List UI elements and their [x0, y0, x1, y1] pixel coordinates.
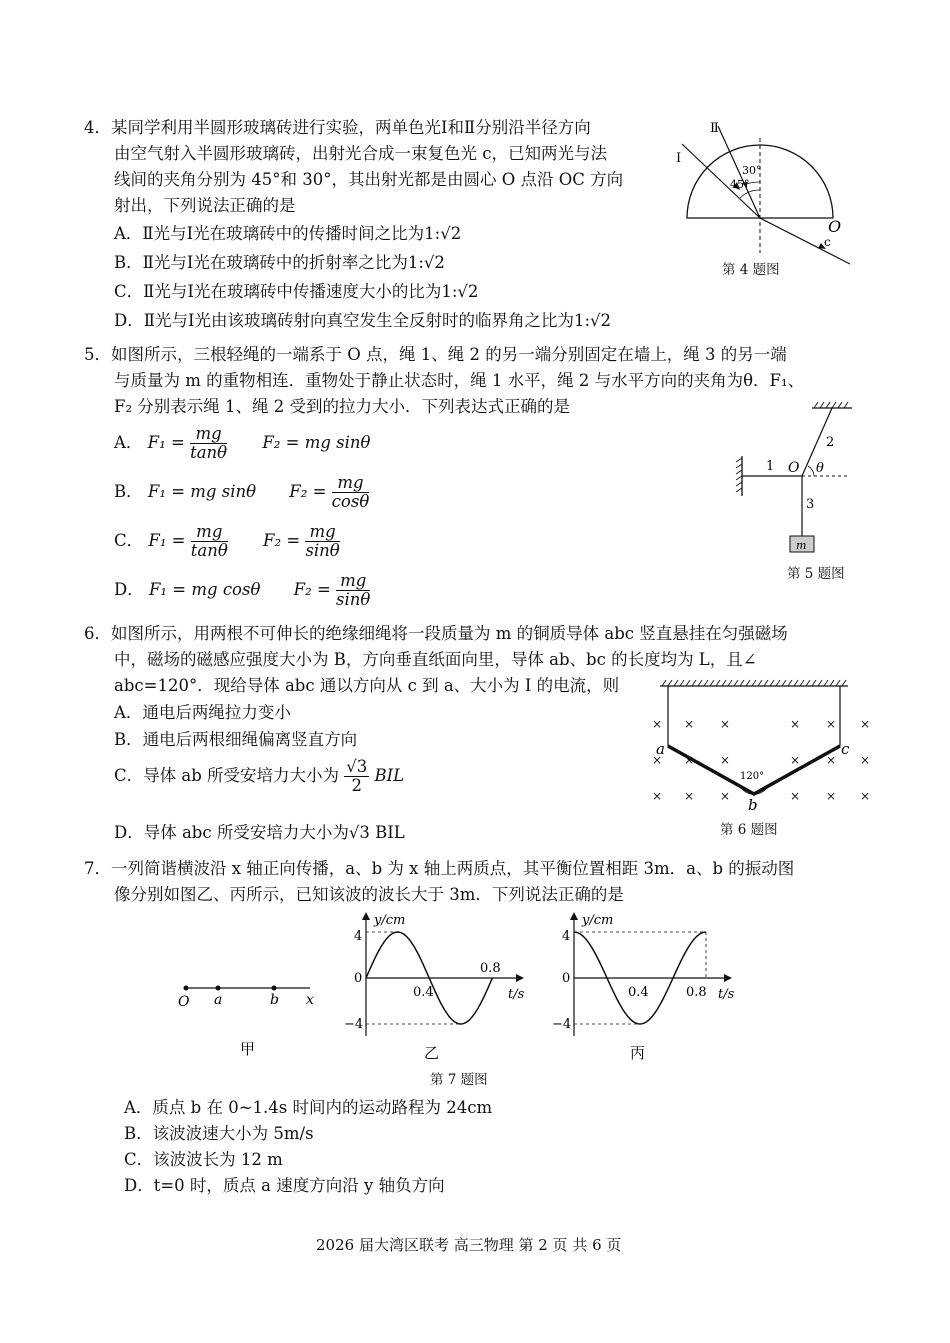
xlabel: t/s	[508, 987, 525, 1002]
label-b: b	[270, 992, 279, 1008]
tick-t1: 0.4	[628, 985, 649, 1000]
label-b: b	[748, 796, 758, 814]
q5-option-a: A． F₁ = $\frac{mg}{\tan\theta}$ F₂ = mg sinθ	[114, 424, 371, 462]
field-mark: ×	[860, 717, 871, 731]
label-theta: θ	[816, 461, 824, 476]
q6-caption: 第 6 题图	[720, 822, 778, 838]
field-mark: ×	[652, 753, 663, 767]
q4-stem-line: 线间的夹角分别为 45°和 30°，其出射光都是由圆心 O 点沿 OC 方向	[114, 170, 624, 189]
q4-figure	[660, 108, 860, 268]
tick-t2: 0.8	[686, 985, 707, 1000]
q5-stem-line: 与质量为 m 的重物相连．重物处于静止状态时，绳 1 水平，绳 2 与水平方向的夹角为θ．F₁、	[114, 371, 805, 390]
q5-option-c: C． F₁ = $\frac{mg}{\tan\theta}$ F₂ = $\frac{mg}{\sin\theta}$	[114, 522, 340, 560]
label-a: a	[214, 992, 223, 1008]
rope-2-label: 2	[826, 435, 835, 450]
label-o: O	[788, 460, 800, 476]
q4-caption: 第 4 题图	[722, 262, 780, 278]
ylabel: y/cm	[374, 913, 406, 928]
q6-stem-line: 6．如图所示，用两根不可伸长的绝缘细绳将一段质量为 m 的铜质导体 abc 竖直悬挂在匀强磁场	[84, 624, 788, 643]
q7-figure-jia	[170, 970, 330, 1060]
field-mark: ×	[720, 789, 731, 803]
label-x: x	[306, 992, 314, 1008]
tick-t1: 0.4	[413, 985, 434, 1000]
point-a	[216, 986, 221, 991]
ylabel: y/cm	[582, 913, 614, 928]
field-mark: ×	[860, 753, 871, 767]
q4-option-a: A．Ⅱ光与Ⅰ光在玻璃砖中的传播时间之比为1:√2	[114, 224, 462, 243]
tick-t2: 0.8	[480, 961, 501, 976]
label-i: Ⅰ	[676, 151, 682, 166]
label-m: m	[796, 539, 807, 552]
q7-figure-bing	[548, 908, 748, 1064]
figure-yi-label: 乙	[424, 1044, 440, 1062]
rope-1-label: 1	[766, 459, 775, 474]
field-mark: ×	[826, 753, 837, 767]
q6-option-c: C．导体 ab 所受安培力大小为 $\frac{√3}{2}$ BIL	[114, 757, 405, 795]
q7-figure-yi	[340, 908, 540, 1064]
q5-option-d: D． F₁ = mg cosθ F₂ = $\frac{mg}{\sin\theta}$	[114, 571, 371, 609]
q7-option-a: A．质点 b 在 0~1.4s 时间内的运动路程为 24cm	[124, 1098, 493, 1117]
q5-stem-line: 5．如图所示，三根轻绳的一端系于 O 点，绳 1、绳 2 的另一端分别固定在墙上，绳 3 的另一端	[84, 345, 787, 364]
angle-30-label: 30°	[742, 164, 762, 177]
tick-y-zero: 0	[562, 971, 571, 986]
q7-caption: 第 7 题图	[430, 1072, 488, 1088]
tick-y-zero: 0	[354, 971, 363, 986]
figure-jia-label: 甲	[240, 1040, 256, 1058]
q5-caption: 第 5 题图	[787, 566, 845, 582]
field-mark: ×	[790, 717, 801, 731]
q6-option-a: A．通电后两绳拉力变小	[114, 703, 291, 722]
xlabel: t/s	[718, 987, 735, 1002]
page-footer: 2026 届大湾区联考 高三物理 第 2 页 共 6 页	[316, 1236, 622, 1254]
field-mark: ×	[860, 789, 871, 803]
q6-stem-line: 中，磁场的磁感应强度大小为 B，方向垂直纸面向里，导体 ab、bc 的长度均为 L，且∠	[114, 650, 757, 669]
angle-120-label: 120°	[740, 771, 765, 782]
label-ii: Ⅱ	[710, 121, 719, 136]
field-mark: ×	[652, 789, 663, 803]
field-mark: ×	[790, 753, 801, 767]
tick-y-top: 4	[354, 929, 363, 944]
q7-option-c: C．该波波长为 12 m	[124, 1150, 283, 1169]
tick-y-top: 4	[562, 929, 571, 944]
q6-option-d: D．导体 abc 所受安培力大小为√3 BIL	[114, 823, 405, 842]
field-mark: ×	[720, 753, 731, 767]
point-b	[272, 986, 277, 991]
q4-stem-line: 4．某同学利用半圆形玻璃砖进行实验，两单色光Ⅰ和Ⅱ分别沿半径方向	[84, 118, 591, 137]
q7-stem-line: 7．一列简谐横波沿 x 轴正向传播，a、b 为 x 轴上两质点，其平衡位置相距 3m．a、b 的振动图	[84, 859, 795, 878]
label-c: c	[841, 740, 850, 758]
angle-45-label: 45°	[730, 178, 750, 191]
q4-option-d: D．Ⅱ光与Ⅰ光由该玻璃砖射向真空发生全反射时的临界角之比为1:√2	[114, 311, 612, 330]
q7-stem-line: 像分别如图乙、丙所示，已知该波的波长大于 3m．下列说法正确的是	[114, 885, 624, 904]
tick-y-bottom: −4	[344, 1017, 364, 1032]
field-mark: ×	[826, 717, 837, 731]
field-mark: ×	[826, 789, 837, 803]
label-o: O	[178, 994, 190, 1010]
q6-option-b: B．通电后两根细绳偏离竖直方向	[114, 730, 358, 749]
q5-figure	[730, 400, 870, 560]
field-mark: ×	[652, 717, 663, 731]
tick-y-bottom: −4	[552, 1017, 572, 1032]
field-mark: ×	[684, 717, 695, 731]
rope-3-label: 3	[806, 497, 815, 512]
q6-stem-line: abc=120°．现给导体 abc 通以方向从 c 到 a、大小为 I 的电流，则	[114, 676, 620, 695]
q7-option-d: D．t=0 时，质点 a 速度方向沿 y 轴负方向	[124, 1176, 445, 1195]
field-mark: ×	[684, 753, 695, 767]
q4-stem-line: 由空气射入半圆形玻璃砖，出射光合成一束复色光 c，已知两光与法	[114, 144, 607, 163]
field-mark: ×	[790, 789, 801, 803]
q4-stem-line: 射出，下列说法正确的是	[114, 196, 296, 215]
q4-option-b: B．Ⅱ光与Ⅰ光在玻璃砖中的折射率之比为1:√2	[114, 253, 445, 272]
figure-bing-label: 丙	[630, 1044, 646, 1062]
q6-figure	[640, 676, 880, 816]
q5-option-b: B． F₁ = mg sinθ F₂ = $\frac{mg}{\cos\theta}$	[114, 473, 370, 511]
field-mark: ×	[684, 789, 695, 803]
field-mark: ×	[720, 717, 731, 731]
q7-option-b: B．该波波速大小为 5m/s	[124, 1124, 314, 1143]
label-o: O	[828, 217, 842, 236]
label-c: c	[824, 235, 831, 249]
label-a: a	[656, 740, 665, 758]
q4-option-c: C．Ⅱ光与Ⅰ光在玻璃砖中传播速度大小的比为1:√2	[114, 282, 479, 301]
q5-stem-line: F₂ 分别表示绳 1、绳 2 受到的拉力大小．下列表达式正确的是	[114, 397, 571, 416]
